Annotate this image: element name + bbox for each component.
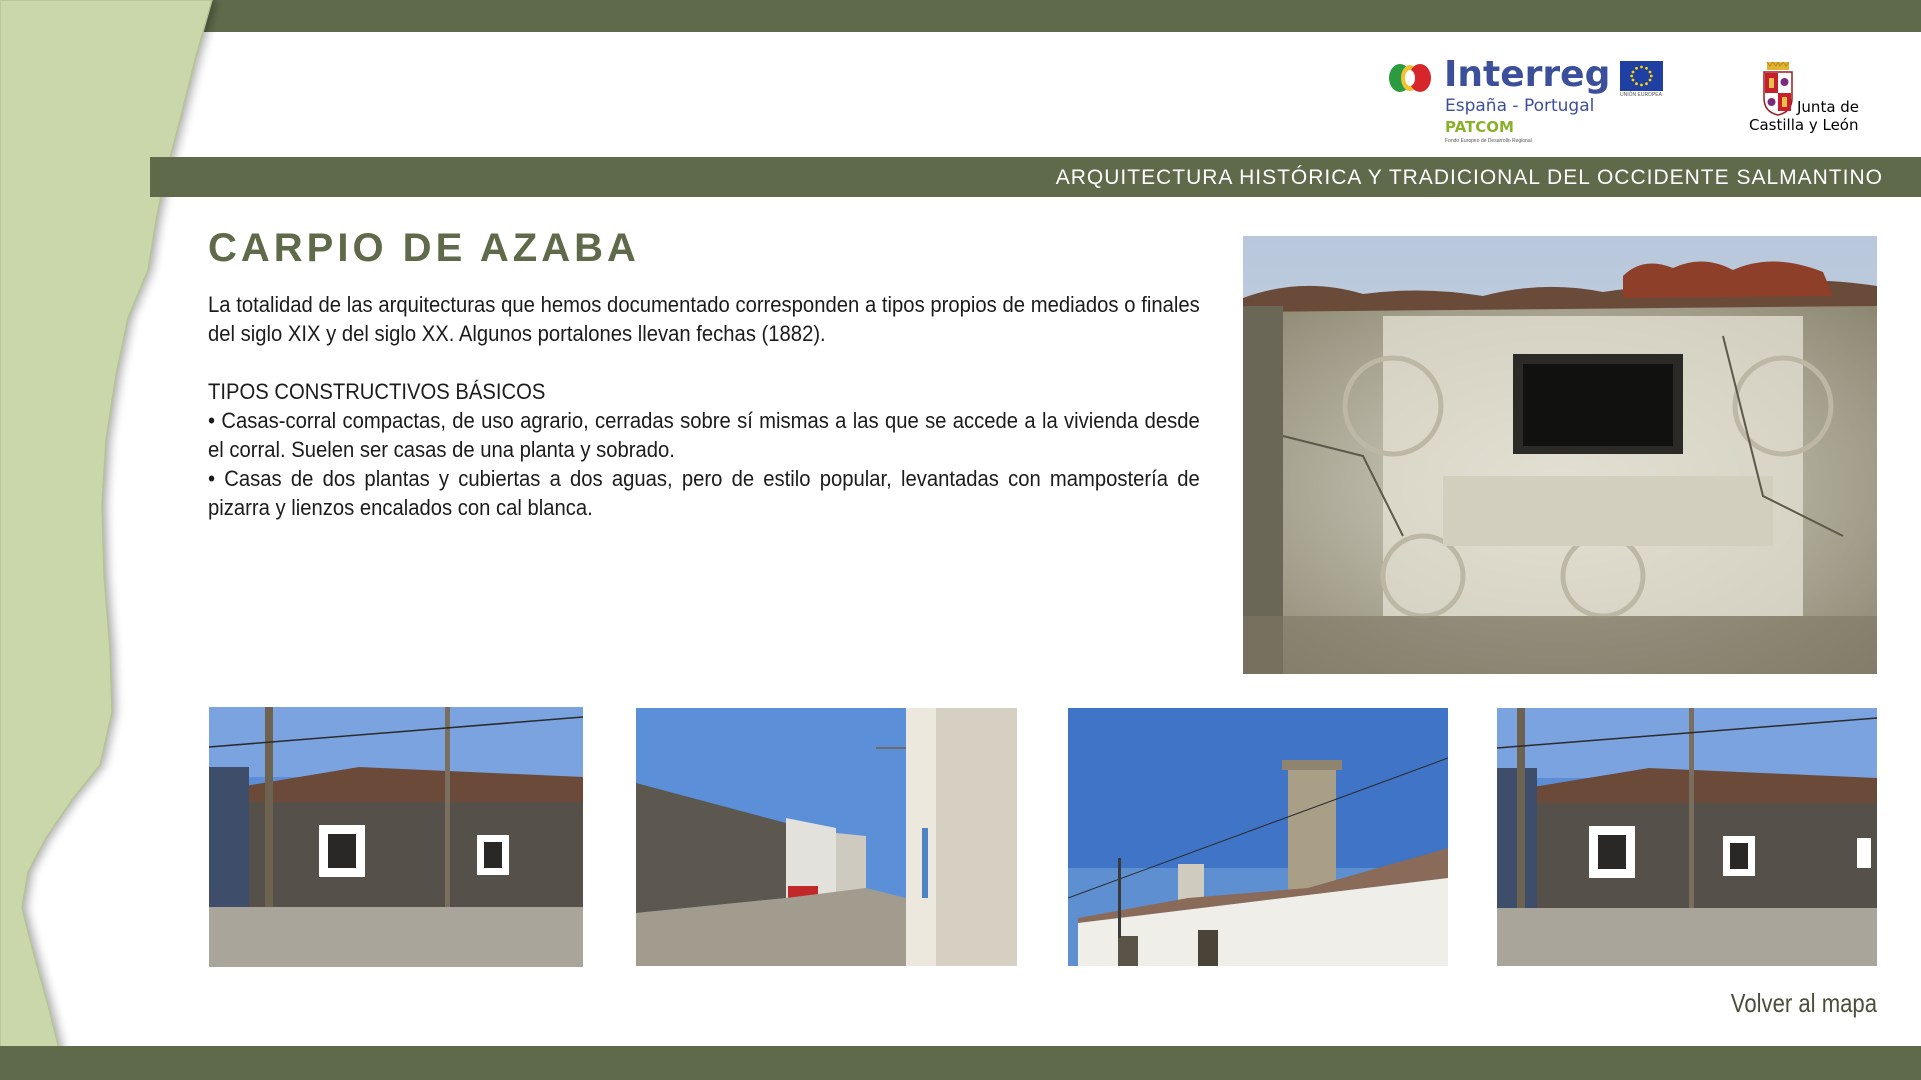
patcom-label: PATCOM [1445, 118, 1514, 136]
bullet-item: • Casas-corral compactas, de uso agrario, cerradas sobre sí mismas a las que se accede a la vivienda desde el corral. Suelen ser casas de una planta y sobrado. [208, 408, 1200, 462]
bottom-bar [0, 1046, 1921, 1080]
castilla-leon-shield-icon [1761, 62, 1795, 116]
section-heading: TIPOS CONSTRUCTIVOS BÁSICOS [208, 379, 546, 404]
eu-flag-icon [1620, 61, 1663, 91]
junta-line1: Junta de [1797, 98, 1860, 116]
junta-logo [1745, 58, 1880, 138]
junta-line2: Castilla y León [1749, 116, 1859, 134]
top-bar [0, 0, 1921, 32]
intro-paragraph: La totalidad de las arquitecturas que hemos documentado corresponden a tipos propios de mediados o finales del siglo XIX y del siglo XX. Algunos portalones llevan fechas (1882). [208, 292, 1200, 346]
fund-caption: Fondo Europeo de Desarrollo Regional [1445, 138, 1532, 144]
photo-stone-house-2 [1497, 708, 1877, 966]
back-to-map-link[interactable]: Volver al mapa [1730, 988, 1877, 1018]
interreg-logo [1388, 54, 1668, 148]
photo-wall-window [1243, 236, 1877, 674]
photo-street-view [636, 708, 1017, 966]
page-title: CARPIO DE AZABA [208, 226, 640, 270]
interreg-wordmark: Interreg [1444, 54, 1611, 95]
series-title: ARQUITECTURA HISTÓRICA Y TRADICIONAL DEL OCCIDENTE SALMANTINO [1055, 166, 1883, 189]
photo-chimney-house [1068, 708, 1448, 966]
interreg-subtitle: España - Portugal [1445, 96, 1595, 116]
body-text [208, 290, 1200, 522]
eu-caption: UNIÓN EUROPEA [1620, 92, 1662, 98]
interreg-symbol-icon [1388, 62, 1432, 94]
title-band [150, 157, 1921, 197]
bullet-item: • Casas de dos plantas y cubiertas a dos aguas, pero de estilo popular, levantadas con mampostería de pizarra y lienzos encalados con cal blanca. [208, 466, 1200, 520]
photo-stone-house-1 [209, 707, 583, 967]
